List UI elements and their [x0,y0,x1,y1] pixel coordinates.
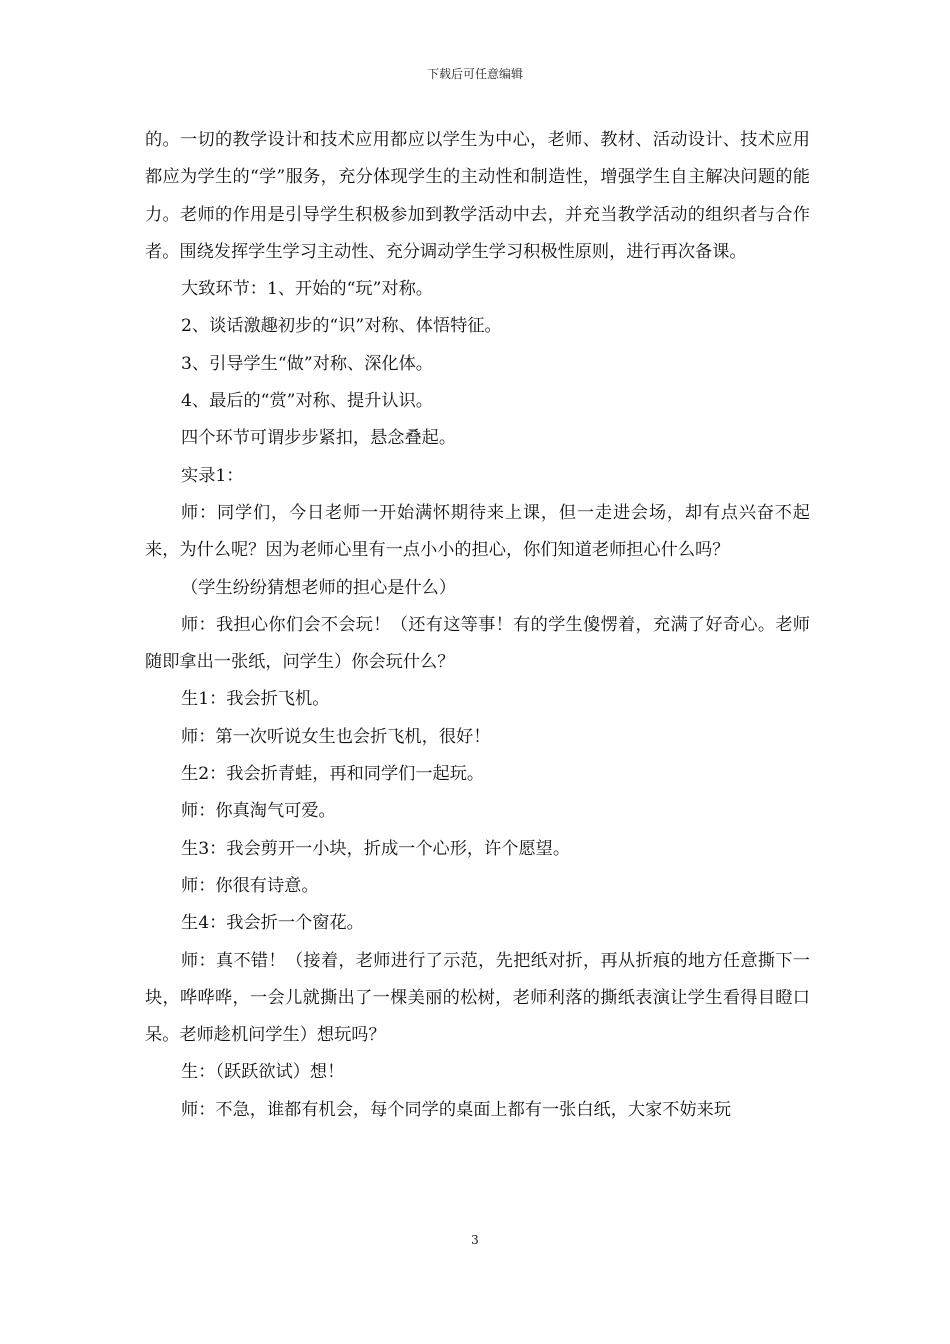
page-header: 下载后可任意编辑 [426,67,523,81]
document-body [145,122,810,1129]
paragraph: 实录1： [181,465,244,486]
paragraph: 大致环节：1、开始的“玩”对称。 [181,279,433,300]
paragraph: 师：真不错！（接着，老师进行了示范，先把纸对折，再从折痕的地方任意撕下一块，哗哗哗，一会儿就撕出了一棵美丽的松树，老师利落的撕纸表演让学生看得目瞪口呆。老师趁机问学生）想玩吗？ [145,950,810,1046]
page-number: 3 [471,1233,479,1247]
paragraph: 的。一切的教学设计和技术应用都应以学生为中心，老师、教材、活动设计、技术应用都应为学生的“学”服务，充分体现学生的主动性和制造性，增强学生自主解决问题的能力。老师的作用是引导学生积极参加到教学活动中去，并充当教学活动的组织者与合作者。围绕发挥学生学习主动性、充分调动学生学习积极性原则，进行再次备课。 [145,130,810,262]
paragraph: 3、引导学生“做”对称、深化体。 [181,353,433,374]
paragraph: 师：你真淘气可爱。 [181,801,336,822]
paragraph: 生2：我会折青蛙，再和同学们一起玩。 [181,764,485,785]
paragraph: 师：你很有诗意。 [181,875,319,896]
paragraph: 师：不急，谁都有机会，每个同学的桌面上都有一张白纸，大家不妨来玩 [181,1099,732,1120]
paragraph: 2、谈话激趣初步的“识”对称、体悟特征。 [181,316,502,337]
paragraph: 生3：我会剪开一小块，折成一个心形，许个愿望。 [181,838,571,859]
paragraph: 4、最后的“赏”对称、提升认识。 [181,391,433,412]
paragraph: 师：同学们，今日老师一开始满怀期待来上课，但一走进会场，却有点兴奋不起来，为什么呢？因为老师心里有一点小小的担心，你们知道老师担心什么吗？ [145,502,810,561]
paragraph: 生1：我会折飞机。 [181,689,330,710]
paragraph: 生4：我会折一个窗花。 [181,913,364,934]
paragraph: （学生纷纷猜想老师的担心是什么） [181,577,457,598]
paragraph: 四个环节可谓步步紧扣，悬念叠起。 [181,428,457,449]
paragraph: 师：第一次听说女生也会折飞机，很好！ [181,726,491,747]
paragraph: 师：我担心你们会不会玩！（还有这等事！有的学生傻愣着，充满了好奇心。老师随即拿出一张纸，问学生）你会玩什么？ [145,614,810,673]
paragraph: 生：（跃跃欲试）想！ [181,1062,345,1083]
